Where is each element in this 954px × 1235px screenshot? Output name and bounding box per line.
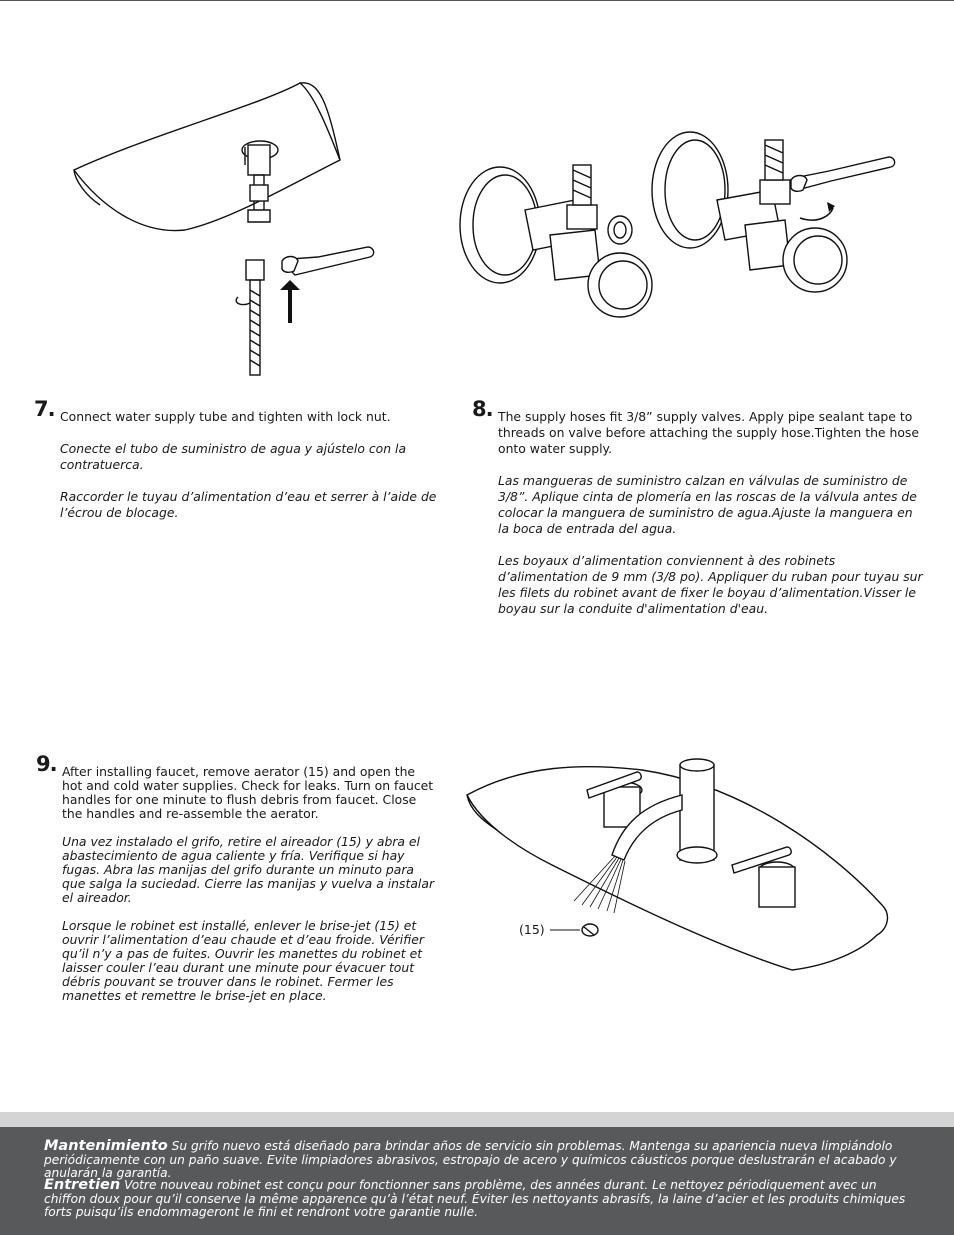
step-8	[472, 397, 923, 633]
step-text-en: Connect water supply tube and tighten with lock nut.	[60, 409, 391, 424]
step-number: 9.	[36, 752, 57, 776]
footer-fr-text: Votre nouveau robinet est conçu pour fonctionner sans problème, des années durant. Le nettoyez périodiquement avec un chiffon doux pour qu’il conserve la même apparence qu’à l’état neuf. Éviter les nettoyants abrasifs, la laine d’acier et les produits chimiques forts puisqu’ils endommageront le fini et rendront votre garantie nulle.	[44, 1178, 906, 1219]
step-text-es: Conecte el tubo de suministro de agua y ajústelo con la contratuerca.	[60, 441, 407, 472]
step-text-fr: Les boyaux d’alimentation conviennent à des robinets d’alimentation de 9 mm (3/8 po). Appliquer du ruban pour tuyau sur les filets du robinet avant de fixer le boyau d’alimentation.Visser le boyau sur la conduite d'alimentation d'eau.	[498, 553, 923, 616]
footer-es	[44, 1140, 914, 1181]
top-rule	[0, 0, 954, 1]
footer-fr	[44, 1179, 914, 1220]
step-text-fr: Raccorder le tuyau d’alimentation d’eau et serrer à l’aide de l’écrou de blocage.	[60, 489, 437, 520]
figure-step-7	[60, 75, 390, 385]
step-number: 8.	[472, 397, 493, 421]
footer-fr-heading: Entretien	[44, 1177, 121, 1193]
step-9	[36, 752, 437, 1019]
step-number: 7.	[34, 397, 55, 421]
step-text-en: After installing faucet, remove aerator (15) and open the hot and cold water supplies. Check for leaks. Turn on faucet handles for one minute to flush debris from faucet. Close the handles and re-assemble the aerator.	[62, 764, 434, 821]
footer-es-text: Su grifo nuevo está diseñado para brindar años de servicio sin problemas. Mantenga su apariencia nueva limpiándolo periódicamente con un paño suave. Evite limpiadores abrasivos, estropajo de acero y químicos cáusticos porque deslustrarán el acabado y anularán la garantía.	[44, 1139, 897, 1180]
aerator-label: (15)	[519, 922, 545, 937]
step-7	[34, 397, 460, 537]
footer-es-heading: Mantenimiento	[44, 1138, 168, 1154]
footer-band	[0, 1112, 954, 1127]
step-text-es: Una vez instalado el grifo, retire el aireador (15) y abra el abastecimiento de agua caliente y fría. Verifique si hay fugas. Abra las manijas del grifo durante un minuto para que salga la suciedad. Cierre las manijas y vuelva a instalar el aireador.	[62, 834, 435, 905]
step-text-en: The supply hoses fit 3/8” supply valves. Apply pipe sealant tape to threads on valve before attaching the supply hose.Tighten the hose onto water supply.	[498, 409, 920, 456]
figure-step-9	[462, 755, 892, 980]
figure-step-8	[455, 130, 905, 325]
maintenance-footer	[0, 1112, 954, 1235]
step-text-fr: Lorsque le robinet est installé, enlever le brise-jet (15) et ouvrir l’alimentation d’eau chaude et d’eau froide. Vérifier qu’il n’y a pas de fuites. Ouvrir les manettes du robinet et laisser couler l’eau durant une minute pour évacuer tout débris pouvant se trouver dans le robinet. Fermer les manettes et remettre le brise-jet en place.	[62, 918, 424, 1003]
step-text-es: Las mangueras de suministro calzan en válvulas de suministro de 3/8”. Aplique cinta de plomería en las roscas de la válvula antes de colocar la manguera de suministro de agua.Ajuste la manguera en la boca de entrada del agua.	[498, 473, 917, 536]
